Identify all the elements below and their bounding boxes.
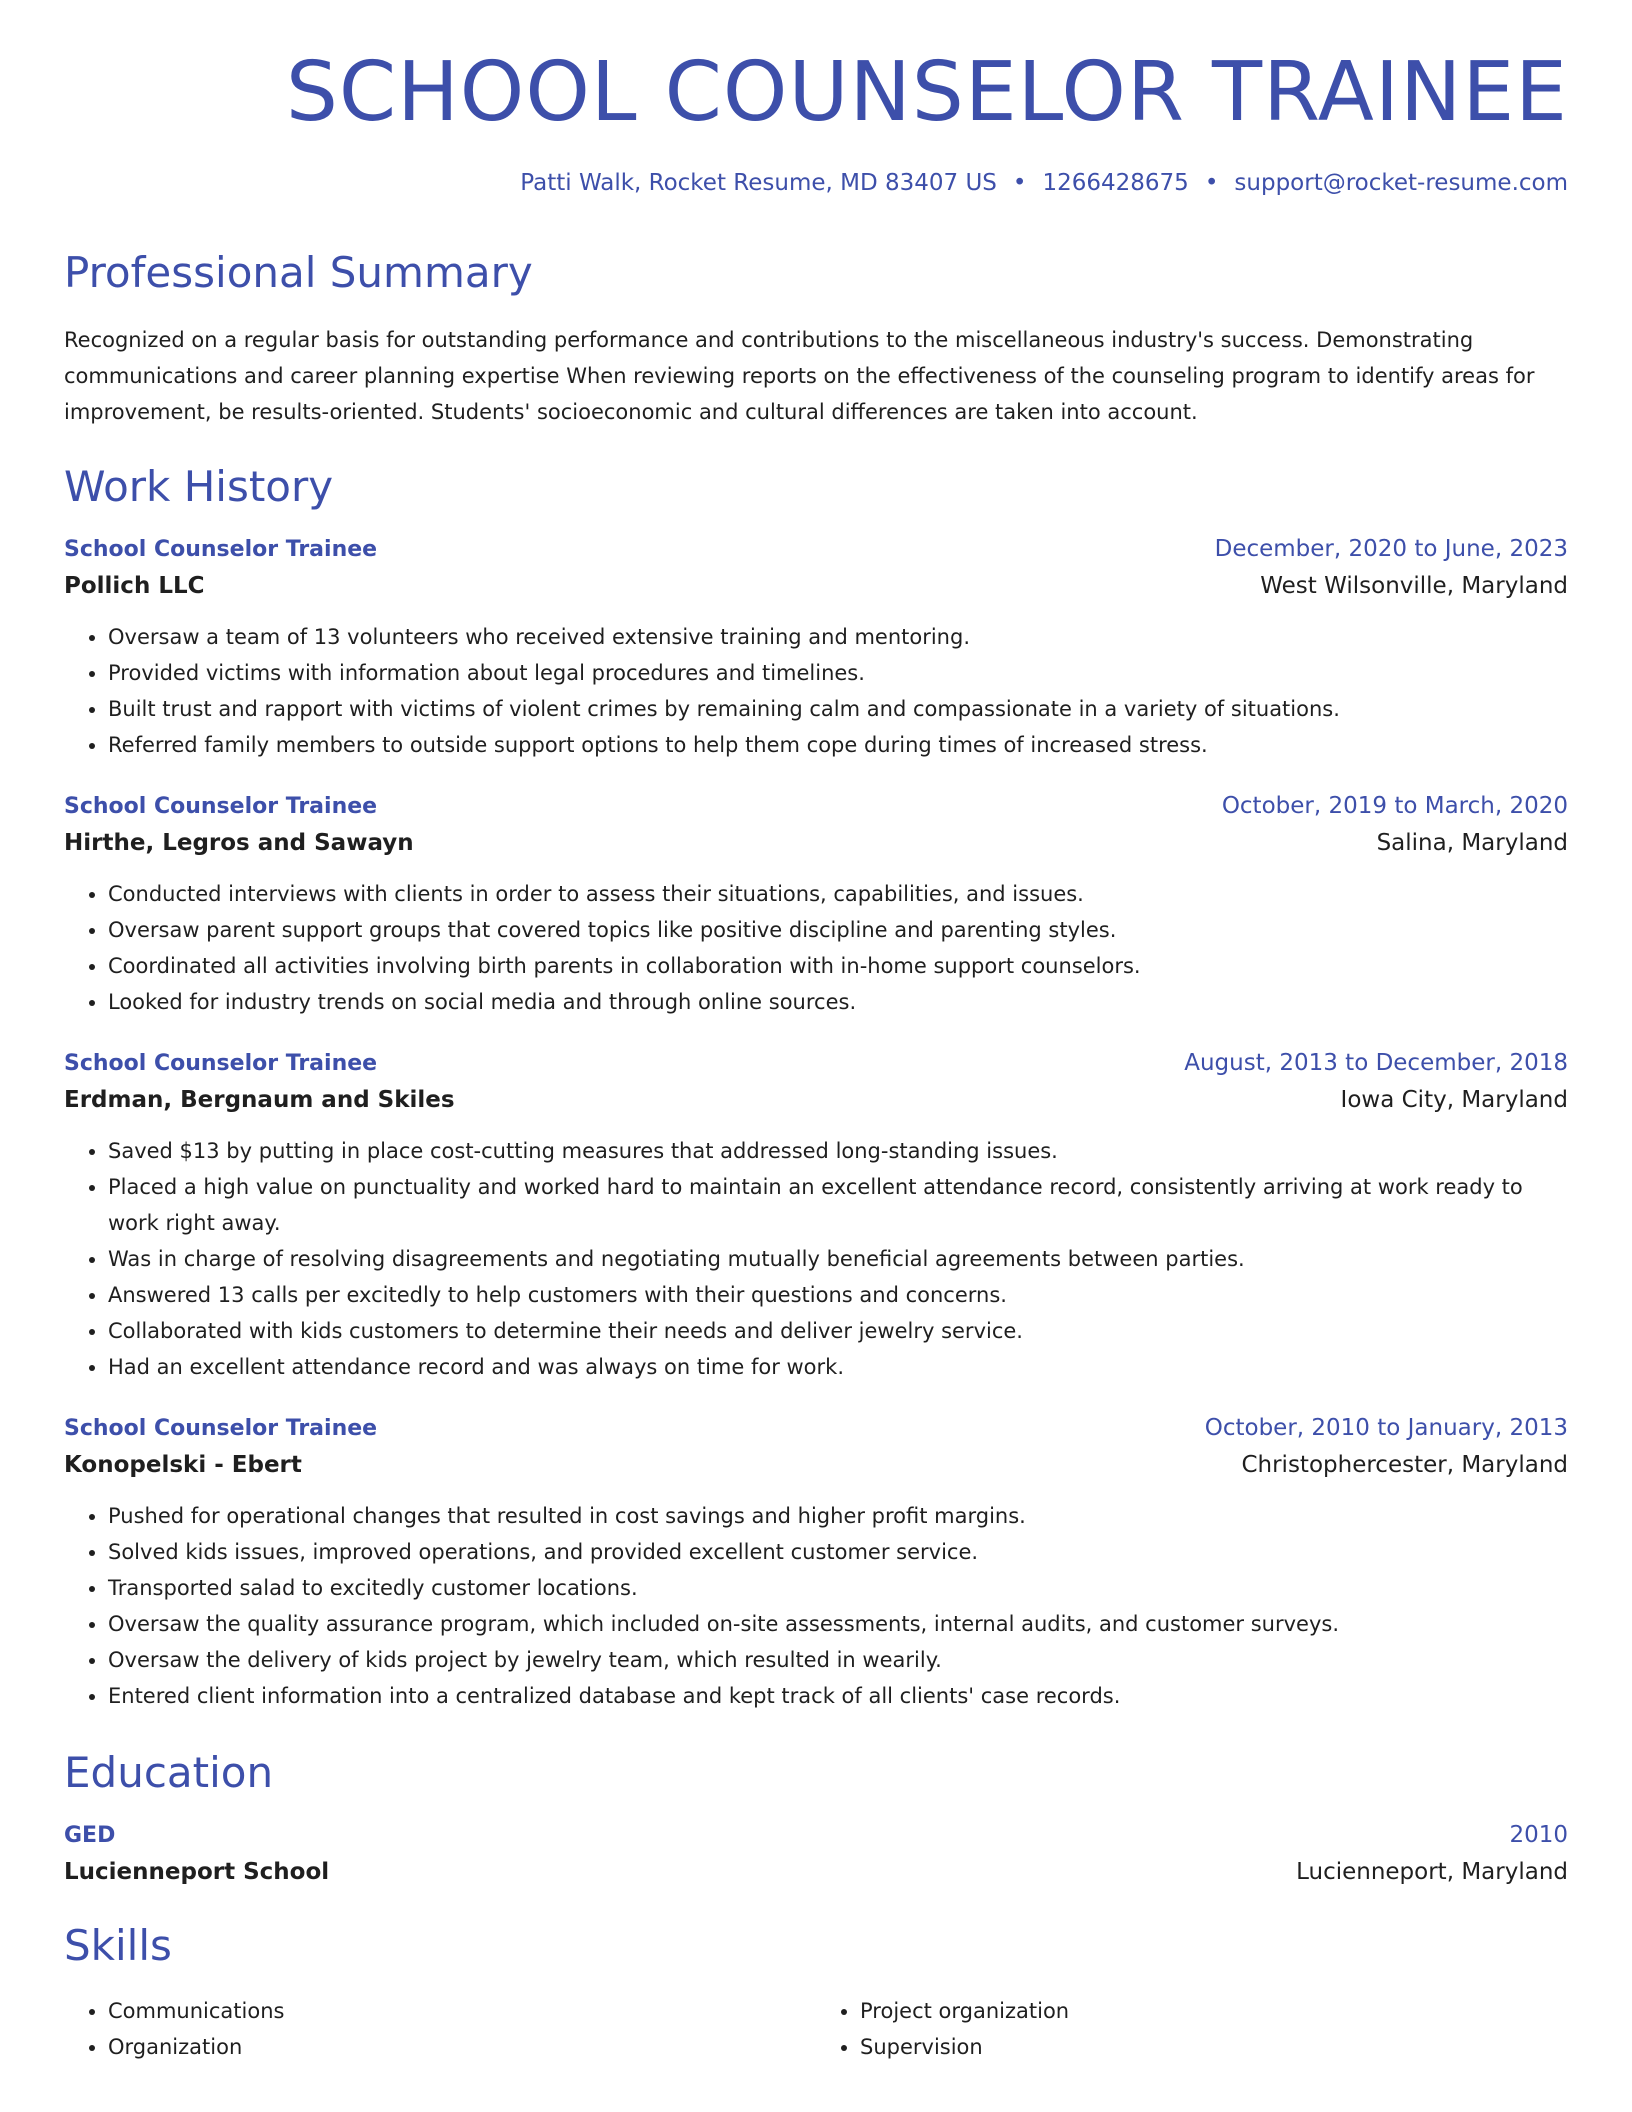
contact-email: support@rocket-resume.com (1234, 170, 1568, 196)
list-item: • Referred family members to outside support options to help them cope during times of increased stress. (108, 727, 1568, 763)
job-employer: Pollich LLC (64, 573, 205, 599)
list-item: • Oversaw the delivery of kids project by jewelry team, which resulted in wearily. (108, 1642, 1568, 1678)
section-heading-summary: Professional Summary (64, 248, 533, 297)
job-title: School Counselor Trainee (64, 1051, 378, 1076)
job-bullets (64, 1498, 1568, 1714)
job-bullets (64, 876, 1568, 1020)
job-title: School Counselor Trainee (64, 537, 378, 562)
list-item: • Solved kids issues, improved operations, and provided excellent customer service. (108, 1534, 1568, 1570)
skills-columns (64, 1993, 1568, 2065)
list-item: • Looked for industry trends on social media and through online sources. (108, 984, 1568, 1020)
list-item: • Oversaw parent support groups that covered topics like positive discipline and parenting styles. (108, 912, 1568, 948)
list-item: • Oversaw the quality assurance program, which included on-site assessments, internal audits, and customer surveys. (108, 1606, 1568, 1642)
job-location: Iowa City, Maryland (1340, 1087, 1568, 1113)
job-dates: August, 2013 to December, 2018 (1184, 1050, 1568, 1076)
list-item: • Provided victims with information about legal procedures and timelines. (108, 655, 1568, 691)
list-item: • Coordinated all activities involving birth parents in collaboration with in-home support counselors. (108, 948, 1568, 984)
skill-item: • Organization (108, 2029, 816, 2065)
job-dates: December, 2020 to June, 2023 (1214, 536, 1568, 562)
job-location: Salina, Maryland (1376, 830, 1568, 856)
list-item: • Saved $13 by putting in place cost-cutting measures that addressed long-standing issues. (108, 1133, 1568, 1169)
summary-text: Recognized on a regular basis for outstanding performance and contributions to the miscellaneous industry's success. Demonstrating communications and career planning expertise When reviewing reports on the effectiveness of the counseling program to identify areas for improvement, be results-oriented. Students' socioeconomic and cultural differences are taken into account. (64, 328, 1535, 424)
job-entry (64, 536, 1568, 763)
skills-left-list (64, 1993, 816, 2065)
job-dates: October, 2019 to March, 2020 (1221, 793, 1568, 819)
section-heading-education: Education (64, 1748, 274, 1797)
list-item: • Entered client information into a centralized database and kept track of all clients' case records. (108, 1678, 1568, 1714)
job-location: Christophercester, Maryland (1241, 1452, 1568, 1478)
list-item: • Answered 13 calls per excitedly to help customers with their questions and concerns. (108, 1277, 1568, 1313)
job-title: School Counselor Trainee (64, 794, 378, 819)
list-item: • Was in charge of resolving disagreements and negotiating mutually beneficial agreements between parties. (108, 1241, 1568, 1277)
contact-line (64, 170, 1568, 196)
job-entry (64, 1415, 1568, 1714)
section-heading-work-history: Work History (64, 462, 334, 511)
job-employer: Erdman, Bergnaum and Skiles (64, 1087, 455, 1113)
list-item: • Oversaw a team of 13 volunteers who received extensive training and mentoring. (108, 619, 1568, 655)
list-item: • Collaborated with kids customers to determine their needs and deliver jewelry service. (108, 1313, 1568, 1349)
contact-phone: 1266428675 (1042, 170, 1189, 196)
job-entry (64, 793, 1568, 1020)
list-item: • Had an excellent attendance record and was always on time for work. (108, 1349, 1568, 1385)
list-item: • Transported salad to excitedly customer locations. (108, 1570, 1568, 1606)
separator-dot: • (1204, 170, 1219, 196)
list-item: • Pushed for operational changes that resulted in cost savings and higher profit margins. (108, 1498, 1568, 1534)
separator-dot: • (1012, 170, 1027, 196)
skill-item: • Communications (108, 1993, 816, 2029)
education-degree: GED (64, 1823, 116, 1848)
work-history-list (64, 536, 1568, 1714)
education-location: Lucienneport, Maryland (1296, 1859, 1568, 1885)
job-employer: Hirthe, Legros and Sawayn (64, 830, 414, 856)
education-entry (64, 1822, 1568, 1885)
contact-address: Patti Walk, Rocket Resume, MD 83407 US (520, 170, 997, 196)
list-item: • Placed a high value on punctuality and worked hard to maintain an excellent attendance record, consistently arriving at work ready to work right away. (108, 1169, 1568, 1241)
skills-right-list (816, 1993, 1568, 2065)
education-year: 2010 (1509, 1822, 1568, 1848)
skill-item: • Supervision (860, 2029, 1568, 2065)
skill-item: • Project organization (860, 1993, 1568, 2029)
job-bullets (64, 1133, 1568, 1385)
job-location: West Wilsonville, Maryland (1260, 573, 1568, 599)
list-item: • Conducted interviews with clients in order to assess their situations, capabilities, and issues. (108, 876, 1568, 912)
job-bullets (64, 619, 1568, 763)
job-entry (64, 1050, 1568, 1385)
list-item: • Built trust and rapport with victims of violent crimes by remaining calm and compassionate in a variety of situations. (108, 691, 1568, 727)
resume-title: SCHOOL COUNSELOR TRAINEE (285, 45, 1568, 140)
job-dates: October, 2010 to January, 2013 (1204, 1415, 1568, 1441)
education-school: Lucienneport School (64, 1859, 330, 1885)
job-employer: Konopelski - Ebert (64, 1452, 302, 1478)
job-title: School Counselor Trainee (64, 1416, 378, 1441)
section-heading-skills: Skills (64, 1921, 172, 1970)
